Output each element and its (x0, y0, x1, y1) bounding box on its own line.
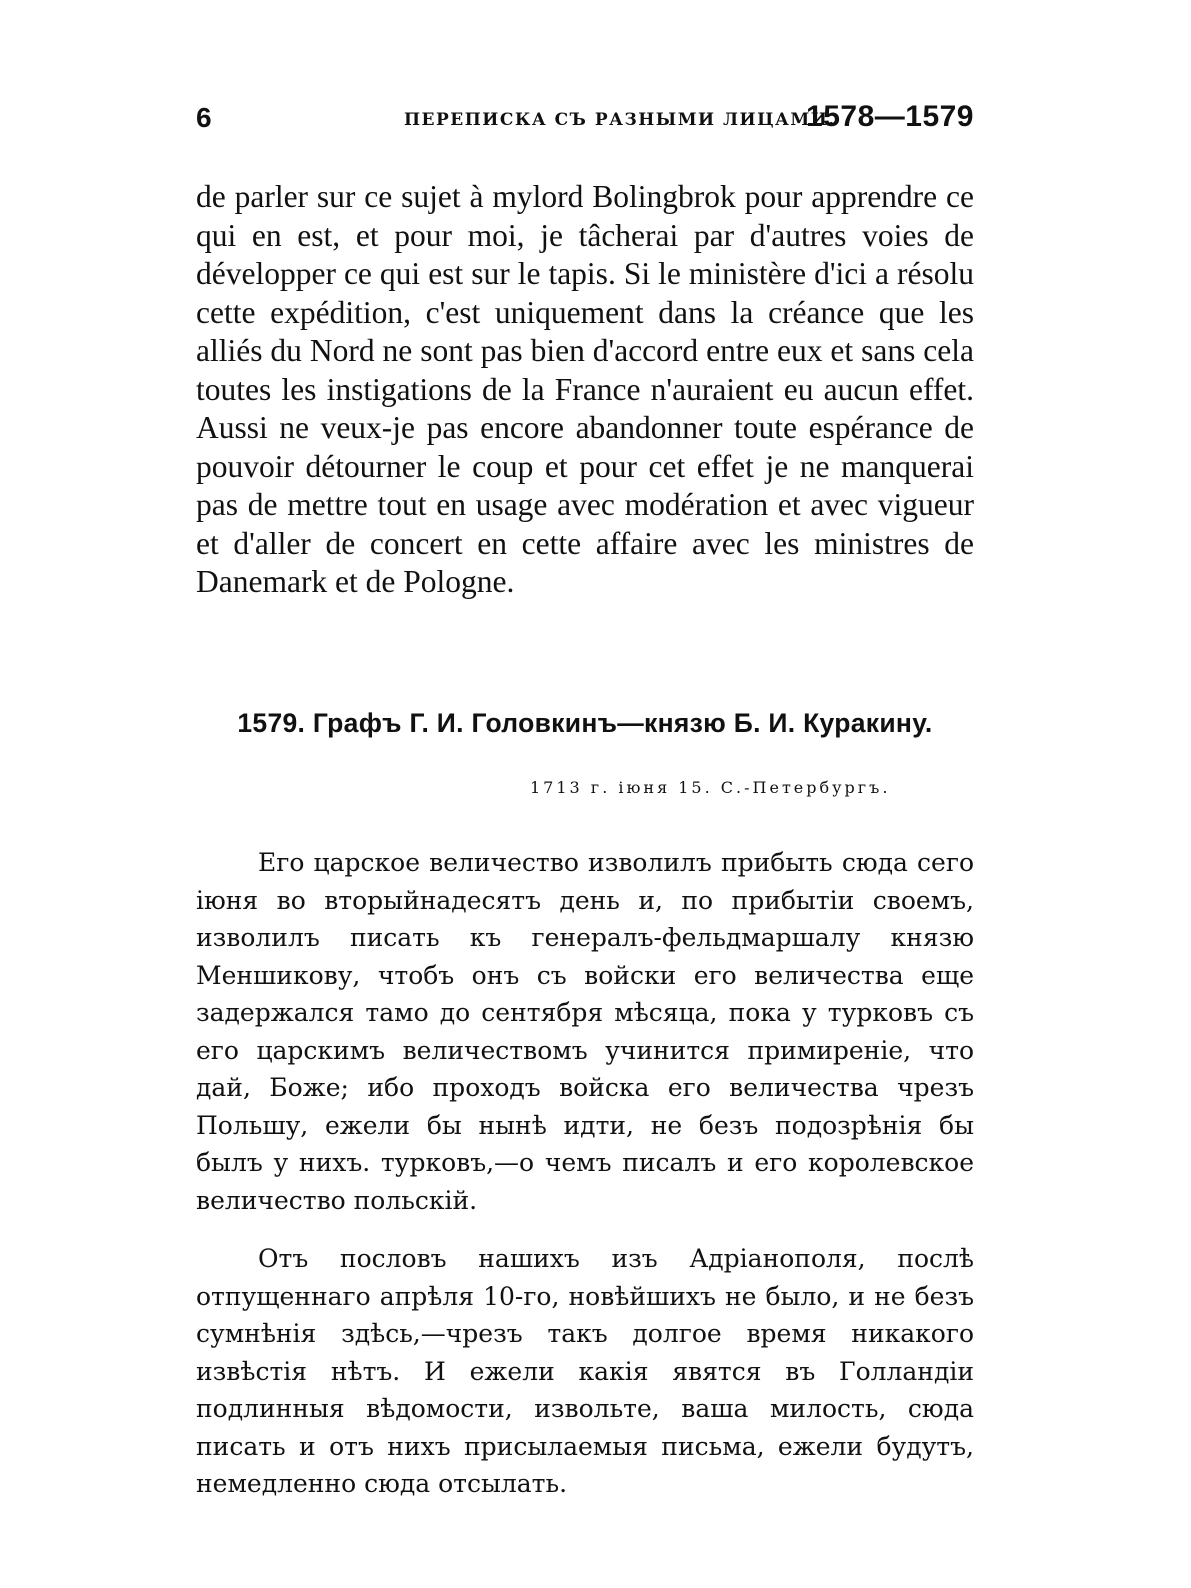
continuation-text: de parler sur ce sujet à mylord Bolingbrok pour apprendre ce qui en est, et pour moi, je tâcherai par d'autres voies de développer ce qui est sur le tapis. Si le ministère d'ici a résolu cette expédition, c'est uniquement dans la créance que les alliés du Nord ne sont pas bien d'accord entre eux et sans cela toutes les instigations de la France n'auraient eu aucun effet. Aussi ne veux-je pas encore abandonner toute espérance de pouvoir détourner le coup et pour cet effet je ne manquerai pas de mettre tout en usage avec modération et avec vigueur et d'aller de concert en cette affaire avec les ministres de Danemark et de Pologne. (196, 179, 974, 599)
page-number: 6 (196, 102, 212, 133)
letter-paragraph: Его царское величество изволилъ прибыть сюда сего іюня во вторыйнадесятъ день и, по прибытіи своемъ, изволилъ писать къ генералъ-фельдмаршалу князю Меншикову, чтобъ онъ съ войски его величества еще задержался тамо до сентября мѣсяца, пока у турковъ съ его царскимъ величествомъ учинится примиреніе, что дай, Боже; ибо проходъ войска его величества чрезъ Польшу, ежели бы нынѣ идти, не безъ подозрѣнія бы былъ у нихъ. турковъ,—о чемъ писалъ и его королевское величество польскій. (196, 848, 974, 1215)
letter-heading: 1579. Графъ Г. И. Головкинъ—князю Б. И. Куракину. (237, 708, 933, 738)
letter-range: 1578—1579 (806, 100, 974, 133)
running-head: ПЕРЕПИСКА СЪ РАЗНЫМИ ЛИЦАМИ. (404, 110, 836, 130)
page-header (196, 100, 974, 140)
letter-date-place: 1713 г. іюня 15. С.-Петербургъ. (530, 778, 891, 797)
letter-paragraph: Отъ пословъ нашихъ изъ Адріанополя, послѣ отпущеннаго апрѣля 10-го, новѣйшихъ не было, и не безъ сумнѣнія здѣсь,—чрезъ такъ долгое время никакого извѣстія нѣтъ. И ежели какія явятся въ Голландіи подлинныя вѣдомости, извольте, ваша милость, сюда писать и отъ нихъ присылаемыя письма, ежели будутъ, немедленно сюда отсылать. (196, 1244, 974, 1498)
